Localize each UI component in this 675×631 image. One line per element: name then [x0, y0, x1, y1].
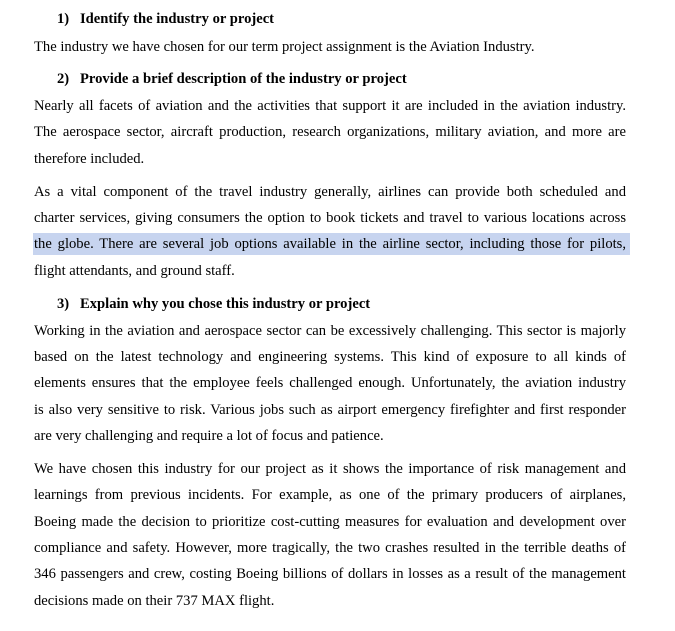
- section-2-p1-line-3: therefore included.: [34, 151, 145, 167]
- section-3-p1-line-2: based on the latest technology and engineering systems. This kind of exposure to all kinds of: [34, 349, 626, 365]
- section-2-p2-line-2: charter services, giving consumers the option to book tickets and travel to various locations across: [34, 210, 626, 226]
- section-3-p1-line-5: are very challenging and require a lot of focus and patience.: [34, 428, 384, 444]
- section-3-p2-line-3: Boeing made the decision to prioritize cost-cutting measures for evaluation and development over: [34, 514, 626, 530]
- section-2-number: 2): [57, 71, 70, 87]
- section-3-p2-line-6: decisions made on their 737 MAX flight.: [34, 593, 275, 609]
- section-3-p2-line-5: 346 passengers and crew, costing Boeing billions of dollars in losses as a result of the management: [34, 566, 626, 582]
- section-3-number: 3): [57, 296, 70, 312]
- section-2-title: Provide a brief description of the industry or project: [80, 71, 407, 87]
- section-2-p2-line-4: flight attendants, and ground staff.: [34, 263, 235, 279]
- section-2-p1-line-1: Nearly all facets of aviation and the activities that support it are included in the aviation industry.: [34, 98, 626, 114]
- section-3-p1-line-3: elements ensures that the employee feels challenged enough. Unfortunately, the aviation industry: [34, 375, 626, 391]
- section-2-heading: [57, 71, 407, 88]
- section-2-p2-line-1: As a vital component of the travel industry generally, airlines can provide both scheduled and: [34, 184, 626, 200]
- section-3-heading: [57, 296, 370, 313]
- section-1-heading: [57, 11, 274, 28]
- section-3-title: Explain why you chose this industry or project: [80, 296, 371, 312]
- highlighted-text-selection[interactable]: [33, 233, 630, 255]
- section-3-p1-line-4: is also very sensitive to risk. Various jobs such as airport emergency firefighter and first responder: [34, 402, 626, 418]
- section-1-text-line: The industry we have chosen for our term project assignment is the Aviation Industry.: [34, 39, 535, 55]
- section-3-p1-line-1: Working in the aviation and aerospace sector can be excessively challenging. This sector is majorly: [34, 323, 626, 339]
- section-3-p2-line-1: We have chosen this industry for our project as it shows the importance of risk management and: [34, 461, 626, 477]
- section-1-number: 1): [57, 11, 70, 27]
- section-2-p1-line-2: The aerospace sector, aircraft production, research organizations, military aviation, and more are: [34, 124, 626, 140]
- section-3-p2-line-4: compliance and safety. However, more tragically, the two crashes resulted in the terrible deaths of: [34, 540, 626, 556]
- section-1-title: Identify the industry or project: [80, 11, 275, 27]
- section-3-p2-line-2: learnings from previous incidents. For example, as one of the primary producers of airplanes,: [34, 487, 626, 503]
- section-2-p2-line-3: the globe. There are several job options available in the airline sector, including those for pilots,: [34, 236, 626, 252]
